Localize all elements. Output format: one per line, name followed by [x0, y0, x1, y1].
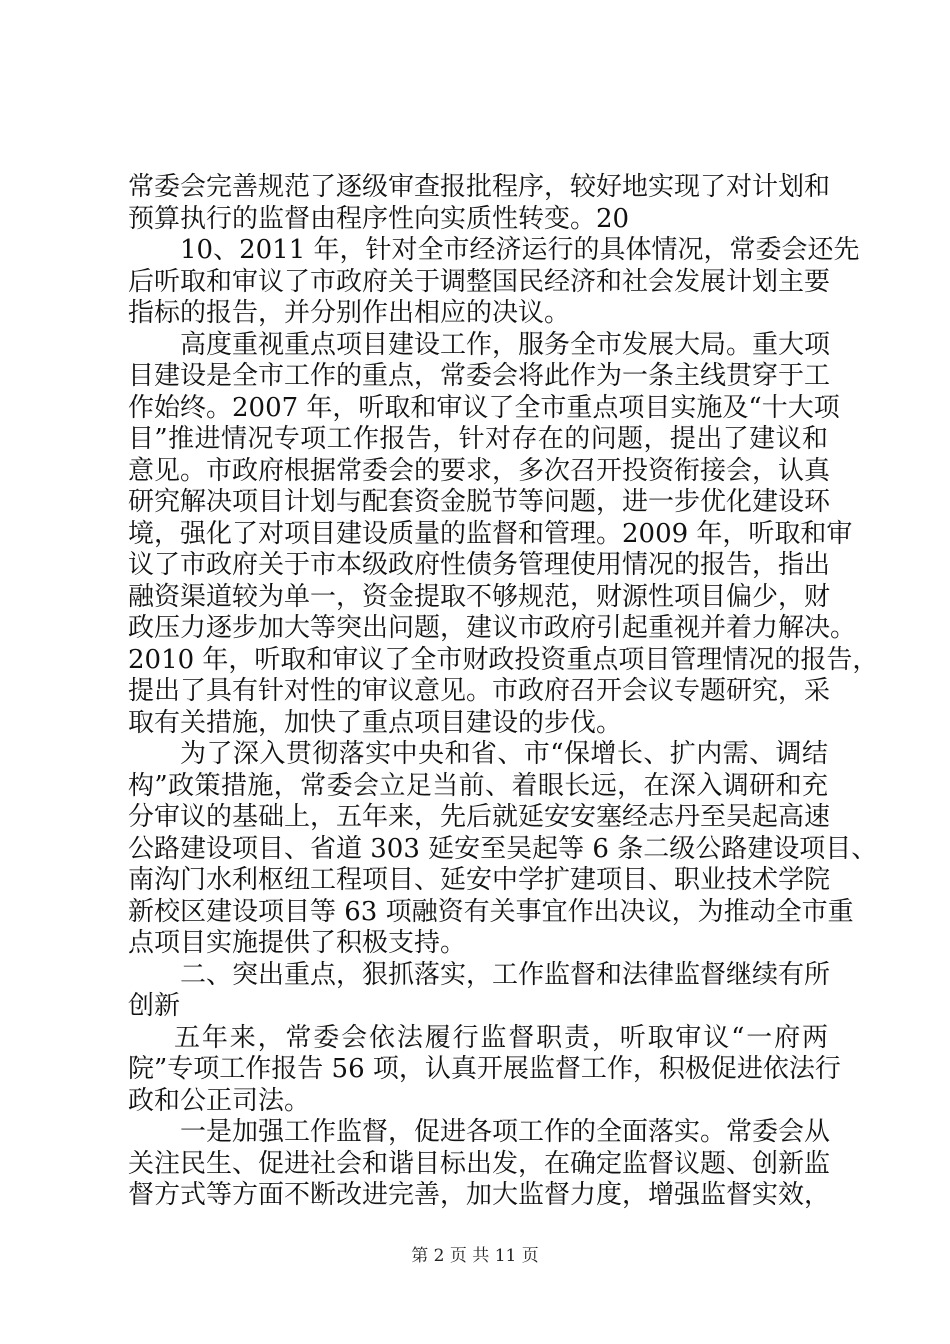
text-line: 二、突出重点，狠抓落实，工作监督和法律监督继续有所 — [180, 959, 831, 990]
text-line: 提出了具有针对性的审议意见。市政府召开会议专题研究，采 — [128, 676, 831, 706]
page-number-footer: 第 2 页 共 11 页 — [411, 1246, 539, 1266]
text-line: 构”政策措施，常委会立足当前、着眼长远，在深入调研和充 — [128, 770, 828, 801]
text-line: 创新 — [128, 991, 181, 1021]
text-line: 一是加强工作监督，促进各项工作的全面落实。常委会从 — [180, 1117, 831, 1147]
document-body — [128, 172, 879, 1212]
text-line: 后听取和审议了市政府关于调整国民经济和社会发展计划主要 — [128, 266, 831, 297]
text-line: 点项目实施提供了积极支持。 — [128, 928, 467, 958]
text-line: 指标的报告，并分别作出相应的决议。 — [128, 298, 571, 328]
paragraph-p4 — [128, 739, 878, 960]
text-line: 取有关措施，加快了重点项目建设的步伐。 — [128, 707, 623, 738]
paragraph-p7 — [128, 1117, 831, 1212]
text-line: 公路建设项目、省道 303 延安至吴起等 6 条二级公路建设项目、 — [128, 833, 878, 864]
text-line: 境，强化了对项目建设质量的监督和管理。2009 年，听取和审 — [128, 518, 853, 549]
text-line: 目建设是全市工作的重点，常委会将此作为一条主线贯穿于工 — [128, 361, 831, 391]
text-line: 目”推进情况专项工作报告，针对存在的问题，提出了建议和 — [128, 424, 828, 454]
text-line: 10、2011 年，针对全市经济运行的具体情况，常委会还先 — [180, 235, 860, 265]
paragraph-p6 — [128, 1022, 841, 1118]
text-line: 新校区建设项目等 63 项融资有关事宜作出决议，为推动全市重 — [128, 896, 854, 927]
text-line: 南沟门水利枢纽工程项目、延安中学扩建项目、职业技术学院 — [128, 865, 831, 895]
text-line: 五年来，常委会依法履行监督职责，听取审议“一府两 — [174, 1022, 828, 1053]
text-line: 关注民生、促进社会和谐目标出发，在确定监督议题、创新监 — [128, 1148, 831, 1179]
text-line: 高度重视重点项目建设工作，服务全市发展大局。重大项 — [180, 329, 831, 360]
text-line: 分审议的基础上，五年来，先后就延安安塞经志丹至吴起高速 — [128, 802, 831, 832]
text-line: 研究解决项目计划与配套资金脱节等问题，进一步优化建设环 — [128, 487, 831, 517]
paragraph-p2 — [128, 235, 860, 330]
text-line: 意见。市政府根据常委会的要求，多次召开投资衔接会，认真 — [128, 455, 831, 486]
text-line: 2010 年，听取和审议了全市财政投资重点项目管理情况的报告， — [128, 644, 879, 675]
paragraph-p1 — [128, 172, 831, 235]
text-line: 督方式等方面不断改进完善，加大监督力度，增强监督实效， — [128, 1180, 831, 1210]
text-line: 议了市政府关于市本级政府性债务管理使用情况的报告，指出 — [128, 550, 831, 580]
text-line: 融资渠道较为单一，资金提取不够规范，财源性项目偏少，财 — [128, 581, 831, 612]
text-line: 政和公正司法。 — [128, 1085, 311, 1116]
paragraph-p5 — [128, 959, 831, 1023]
text-line: 为了深入贯彻落实中央和省、市“保增长、扩内需、调结 — [180, 739, 828, 769]
paragraph-p3 — [128, 329, 879, 740]
text-line: 作始终。2007 年，听取和审议了全市重点项目实施及“十大项 — [128, 392, 840, 423]
text-line: 政压力逐步加大等突出问题，建议市政府引起重视并着力解决。 — [128, 613, 857, 643]
text-line: 预算执行的监督由程序性向实质性转变。20 — [128, 203, 630, 234]
text-line: 常委会完善规范了逐级审查报批程序，较好地实现了对计划和 — [128, 172, 831, 202]
text-line: 院”专项工作报告 56 项，认真开展监督工作，积极促进依法行 — [128, 1054, 841, 1084]
